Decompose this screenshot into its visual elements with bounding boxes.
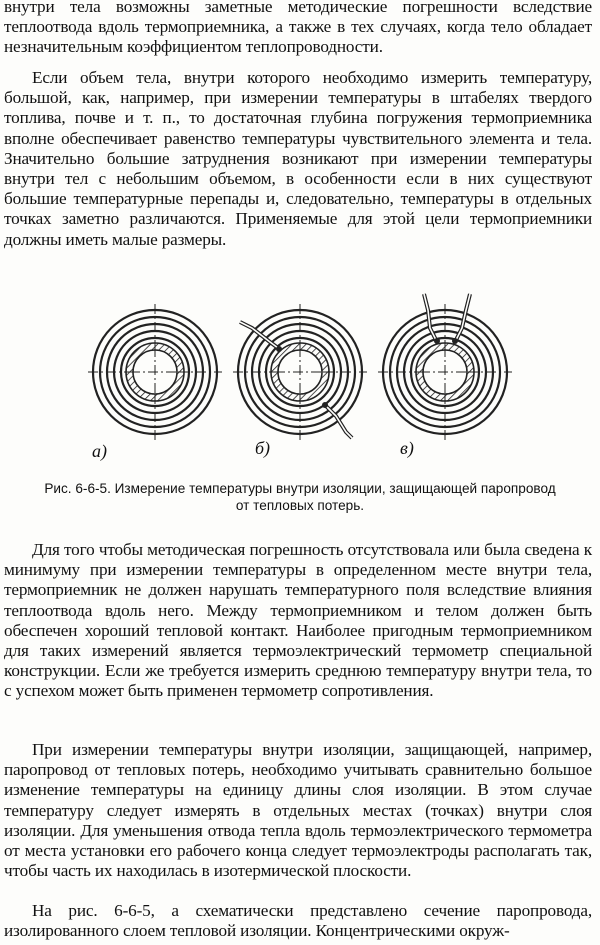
paragraph-3: Для того чтобы методическая погрешность отсутствовала или была сведена к минимуму при измерении температуры в определенном месте внутри тела, термоприемник не должен нарушать температурного поля вследствие влияния теплоотвода вдоль него. Между термоприемником и телом должен быть обеспечен хороший тепловой контакт. Наиболее пригодным термоприемником для таких измерений является термоэлектрический термометр специальной конструкции. Если же требуется измерить среднюю температуру внутри тела, то с успехом может быть применен термометр сопротивления. <box>4 540 592 701</box>
label-a: а) <box>92 441 107 461</box>
figure-insulation-diagram <box>0 282 600 462</box>
label-b: б) <box>255 438 271 458</box>
paragraph-4: При измерении температуры внутри изоляции, защищающей, например, паропровод от тепловых потерь, необходимо учитывать сравнительно большое изменение температуры на единицу длины слоя изоляции. В этом случае температуру следует измерять в отдельных местах (точках) внутри слоя изоляции. Для уменьшения отвода тепла вдоль термоэлектрического термометра от места установки его рабочего конца следует термоэлектроды располагать так, чтобы часть их находилась в изотермической плоскости. <box>4 740 592 881</box>
diagram-c <box>378 294 512 459</box>
paragraph-1: внутри тела возможны заметные методические погрешности вследствие теплоотвода вдоль термоприемника, а также в тех случаях, когда тело обладает незначительным коэффициентом теплопроводности. <box>4 0 592 57</box>
diagram-b <box>233 304 367 459</box>
paragraph-2: Если объем тела, внутри которого необходимо измерить температуру, большой, как, например, при измерении температуры в штабелях твердого топлива, почве и т. п., то достаточная глубина погружения термоприемника вполне обеспечивает равенство температуры чувствительного элемента и тела. Значительно большие затруднения возникают при измерении температуры внутри тел с небольшим объемом, в особенности если в них существуют большие температурные перепады и, следовательно, температуры в отдельных точках заметно различаются. Применяемые для этой цели термоприемники должны иметь малые размеры. <box>4 68 592 249</box>
diagram-a <box>88 304 222 462</box>
paragraph-5: На рис. 6-6-5, а схематически представлено сечение паропровода, изолированного слоем тепловой изоляции. Концентрическими окруж- <box>4 901 592 941</box>
figure-caption: Рис. 6-6-5. Измерение температуры внутри изоляции, защищающей паропровод от тепловых потерь. <box>44 481 556 513</box>
label-c: в) <box>400 438 414 458</box>
